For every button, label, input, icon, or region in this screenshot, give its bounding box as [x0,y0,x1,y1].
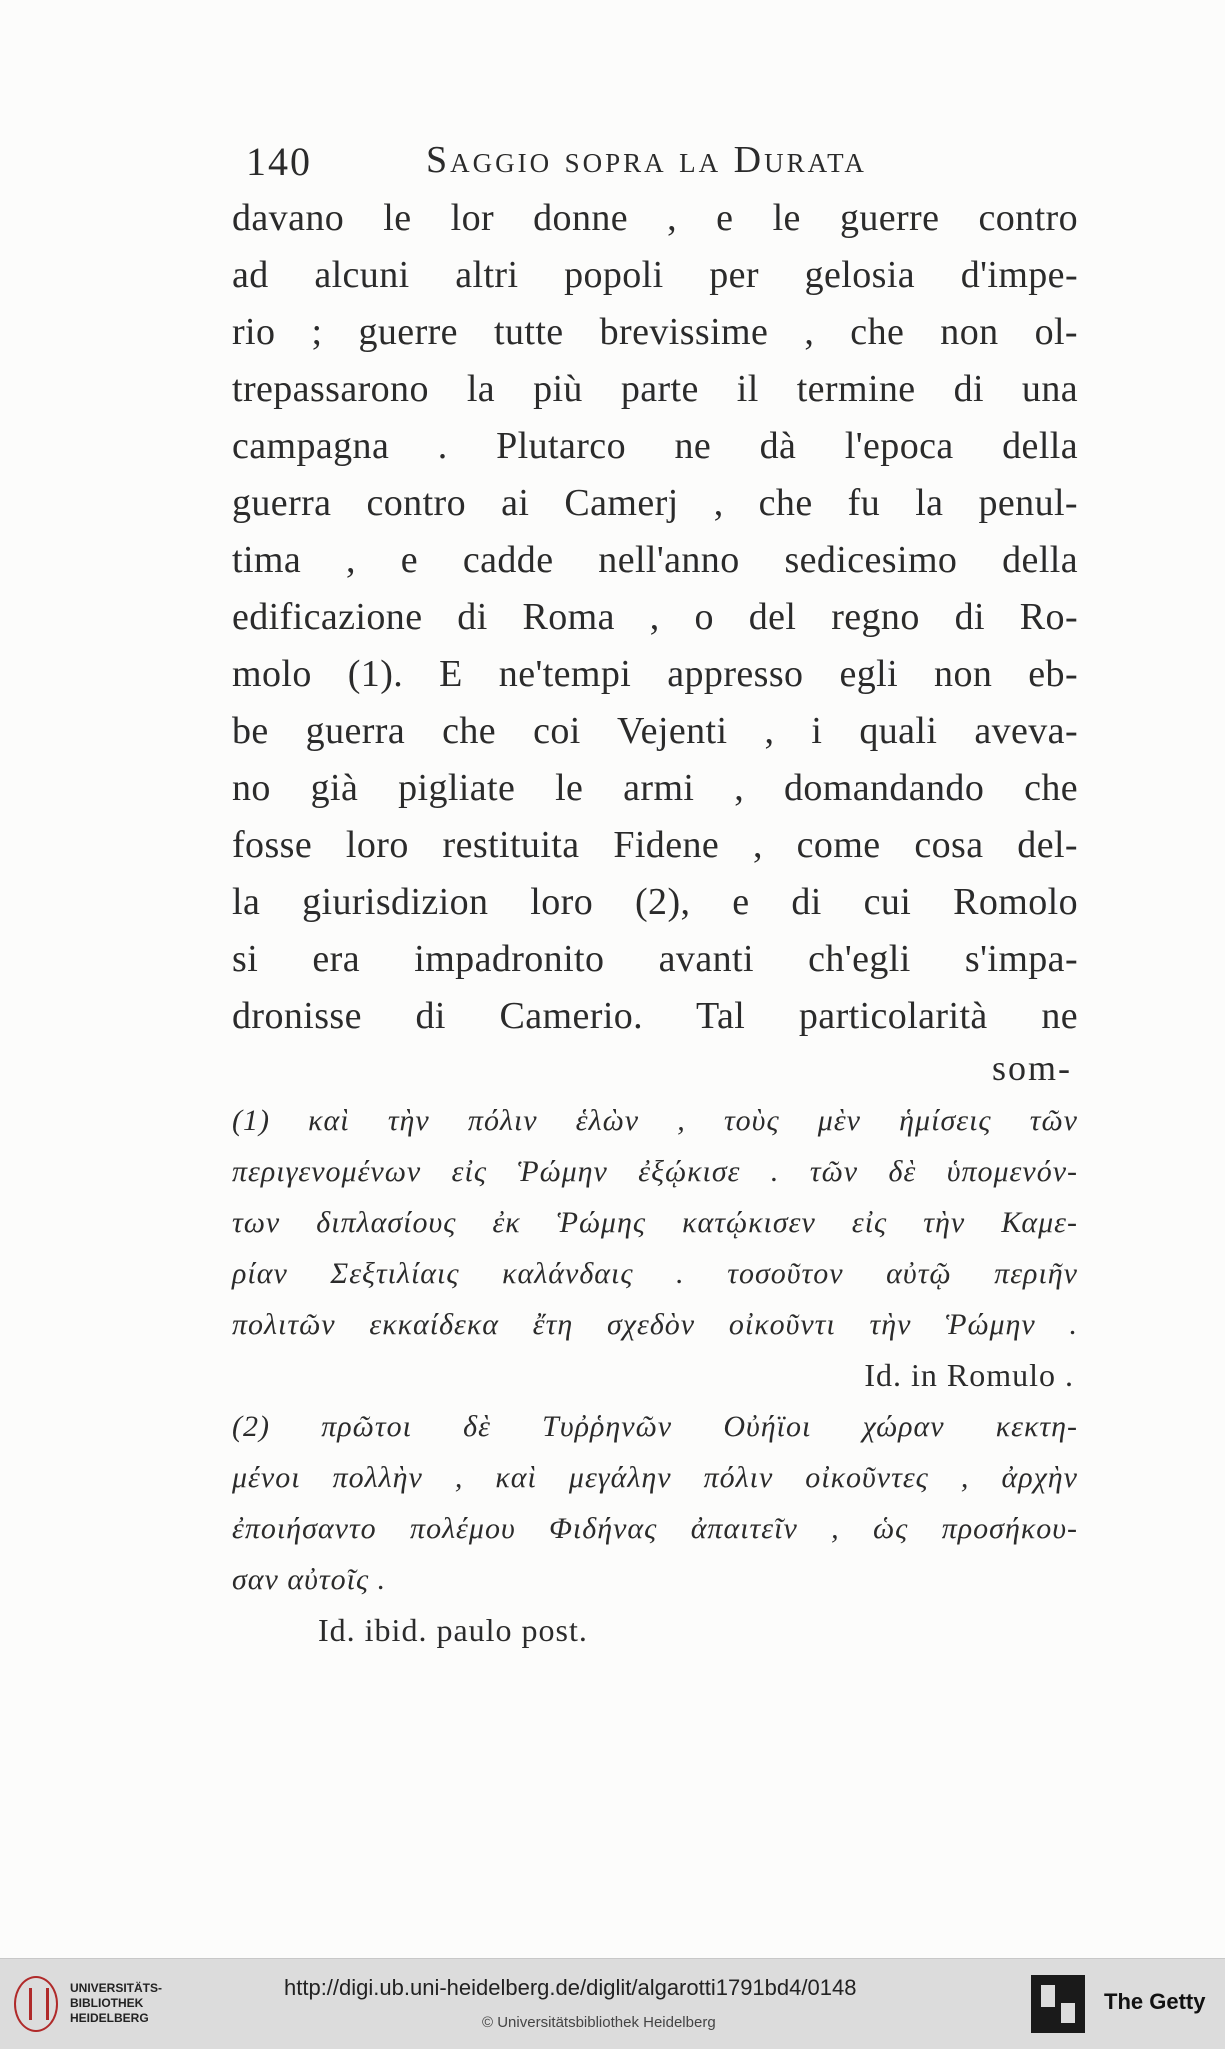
footer-bar [0,1958,1225,2049]
page-number: 140 [246,139,312,184]
copyright-notice: © Universitätsbibliothek Heidelberg [482,2014,716,2031]
text-line: campagna . Plutarco ne dà l'epoca della [232,425,1078,467]
text-line: molo (1). E ne'tempi appresso egli non eb- [232,653,1078,695]
footnote-line: (2) πρῶτοι δὲ Τυῤῥηνῶν Οὐήϊοι χώραν κεκτη- [232,1410,1078,1443]
footnote-citation: Id. in Romulo . [864,1357,1074,1393]
text-line: dronisse di Camerio. Tal particolarità ne [232,995,1078,1037]
text-line: si era impadronito avanti ch'egli s'impa- [232,938,1078,980]
footnote-line: ἐποιήσαντο πολέμου Φιδήνας ἀπαιτεῖν , ὡς προσήκου- [232,1512,1078,1545]
permalink-url[interactable]: http://digi.ub.uni-heidelberg.de/diglit/algarotti1791bd4/0148 [284,1975,857,2000]
footnote-line: σαν αὐτοῖς . [232,1563,387,1596]
footnote-line: πολιτῶν εκκαίδεκα ἔτη σχεδὸν οἰκοῦντι τὴν Ῥώμην . [232,1308,1078,1341]
library-name-line: UNIVERSITÄTS- [70,1981,163,1995]
text-line: fosse loro restituita Fidene , come cosa del- [232,824,1078,866]
footnote-line: των διπλασίους ἐκ Ῥώμης κατῴκισεν εἰς τὴν Καμε- [232,1206,1078,1239]
text-line: trepassarono la più parte il termine di una [232,368,1078,410]
footnote-line: ρίαν Σεξτιλίαις καλάνδαις . τοσοῦτον αὐτῷ περιῆν [232,1257,1078,1290]
library-logo-icon[interactable] [14,1976,58,2032]
text-line: edificazione di Roma , o del regno di Ro- [232,596,1078,638]
running-title: Saggio sopra la Durata [426,139,867,181]
catchword: som- [992,1048,1072,1088]
text-line: rio ; guerre tutte brevissime , che non ol- [232,311,1078,353]
footnote-citation: Id. ibid. paulo post. [318,1612,588,1648]
library-name-line: HEIDELBERG [70,2011,149,2025]
footnote-line: (1) καὶ τὴν πόλιν ἑλὼν , τοὺς μὲν ἡμίσεις τῶν [232,1104,1078,1137]
text-line: la giurisdizion loro (2), e di cui Romolo [232,881,1078,923]
getty-logo-icon[interactable] [1031,1975,1085,2033]
footnotes [232,1095,1078,1656]
library-name [70,1981,162,2026]
footnote-line: περιγενομένων εἰς Ῥώμην ἐξῴκισε . τῶν δὲ ὑπομενόν- [232,1155,1078,1188]
text-line: tima , e cadde nell'anno sedicesimo della [232,539,1078,581]
text-line: davano le lor donne , e le guerre contro [232,197,1078,239]
text-line: ad alcuni altri popoli per gelosia d'impe- [232,254,1078,296]
library-name-line: BIBLIOTHEK [70,1996,144,2010]
text-line: be guerra che coi Vejenti , i quali aveva- [232,710,1078,752]
page-header [246,138,1086,184]
footnote-line: μένοι πολλὴν , καὶ μεγάλην πόλιν οἰκοῦντες , ἀρχὴν [232,1461,1078,1494]
text-line: no già pigliate le armi , domandando che [232,767,1078,809]
body-text [232,190,1078,1091]
text-line: guerra contro ai Camerj , che fu la penul- [232,482,1078,524]
partner-name[interactable]: The Getty [1104,1989,1206,2014]
